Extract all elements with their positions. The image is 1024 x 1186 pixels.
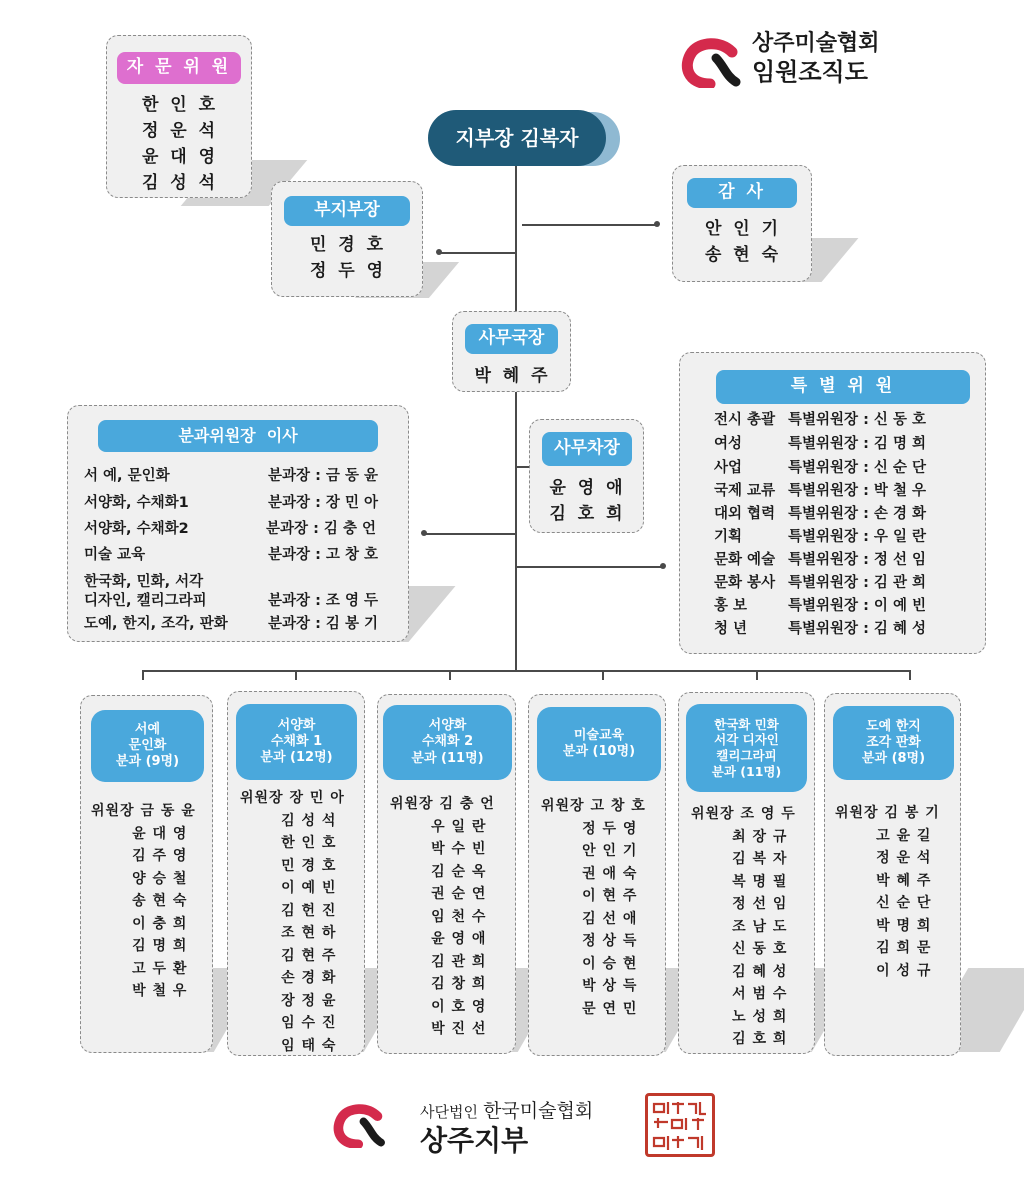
special-head: 특별위원장 : 신 동 호 xyxy=(788,412,927,428)
secretary-general-box xyxy=(452,311,571,392)
vice-heads-box xyxy=(271,181,423,297)
special-head: 특별위원장 : 김 명 희 xyxy=(788,436,927,452)
advisor-name: 정 운 석 xyxy=(141,121,219,141)
footer-assoc: 한국미술협회 xyxy=(483,1100,594,1122)
division-director-row xyxy=(84,543,396,564)
advisors-title: 자 문 위 원 xyxy=(117,52,241,84)
auditors-title: 감 사 xyxy=(687,178,797,208)
special-connector-dot xyxy=(660,563,666,569)
division-members: 위원장 김 충 언 우 일 란 박 수 빈 김 순 옥 권 순 연 임 천 수 윤 영 애 김 관 희 김 창 희 이 호 영 박 진 선 xyxy=(390,796,495,1037)
special-field: 전시 총괄 xyxy=(714,412,776,428)
division-directors-connector xyxy=(424,533,516,535)
seal-stamp xyxy=(645,1093,715,1157)
special-field: 여성 xyxy=(714,436,743,452)
special-row xyxy=(714,617,927,638)
vice-connector-dot xyxy=(436,249,442,255)
special-row xyxy=(714,432,927,453)
division-members: 위원장 고 창 호 정 두 영 안 인 기 권 애 숙 이 현 주 김 선 애 정 상 득 이 승 현 박 상 득 문 연 민 xyxy=(541,798,646,1017)
special-head: 특별위원장 : 이 예 빈 xyxy=(788,598,927,614)
deputy-secretary-name: 김 호 희 xyxy=(549,504,626,524)
secretary-general-name: 박 혜 주 xyxy=(474,366,551,386)
division-column-5 xyxy=(678,692,815,1054)
footer-line1 xyxy=(420,1096,593,1123)
division-drop-1 xyxy=(142,670,144,680)
division-directors-title: 분과위원장 이사 xyxy=(98,420,378,452)
org-title xyxy=(752,30,880,86)
org-title-line1: 상주미술협회 xyxy=(752,31,880,56)
special-head: 특별위원장 : 우 일 란 xyxy=(788,529,927,545)
special-committee-box xyxy=(679,352,986,654)
division-title: 도예 한지 조각 판화 분과 (8명) xyxy=(833,706,954,780)
special-row xyxy=(714,548,927,569)
special-row xyxy=(714,594,927,615)
special-row xyxy=(714,525,927,546)
special-field: 문화 봉사 xyxy=(714,575,776,591)
division-title: 서양화 수채화 1 분과 (12명) xyxy=(236,704,357,780)
division-director-row xyxy=(84,589,396,610)
division-drop-2 xyxy=(295,670,297,680)
auditor-name: 안 인 기 xyxy=(704,219,782,239)
audit-connector xyxy=(522,224,656,226)
special-field: 대외 협력 xyxy=(714,506,776,522)
division-director-row xyxy=(84,612,396,633)
footer-logo-icon xyxy=(332,1102,388,1148)
footer-branch: 상주지부 xyxy=(420,1124,529,1157)
division-members: 위원장 금 동 윤 윤 대 영 김 주 영 양 승 철 송 현 숙 이 충 희 김 명 희 고 두 환 박 철 우 xyxy=(91,803,196,999)
division-head: 분과장 : 조 영 두 xyxy=(268,593,379,609)
division-drop-6 xyxy=(909,670,911,680)
division-members: 위원장 김 봉 기 고 윤 길 정 운 석 박 혜 주 신 순 단 박 명 희 김 희 문 이 성 규 xyxy=(835,805,940,979)
footer-corp: 사단법인 xyxy=(420,1103,478,1121)
division-head: 분과장 : 금 동 윤 xyxy=(268,468,379,484)
deputy-secretary-names xyxy=(530,475,645,527)
division-head: 분과장 : 장 민 아 xyxy=(268,495,379,511)
division-director-row xyxy=(84,570,396,591)
special-head: 특별위원장 : 손 경 화 xyxy=(788,506,927,522)
auditor-name: 송 현 숙 xyxy=(704,245,782,265)
vice-head-name: 민 경 호 xyxy=(309,235,387,255)
vice-head-name: 정 두 영 xyxy=(309,261,387,281)
division-title: 한국화 민화 서각 디자인 캘리그라피 분과 (11명) xyxy=(686,704,807,792)
division-column-3 xyxy=(377,694,516,1054)
division-name: 디자인, 캘리그라피 xyxy=(84,593,207,609)
division-name: 서양화, 수채화1 xyxy=(84,495,189,511)
division-name: 도예, 한지, 조각, 판화 xyxy=(84,616,228,632)
special-field: 청 년 xyxy=(714,621,748,637)
org-title-line2: 임원조직도 xyxy=(752,58,868,86)
trunk-lower xyxy=(515,392,517,650)
special-committee-title: 특 별 위 원 xyxy=(716,370,970,404)
division-members: 위원장 장 민 아 김 성 석 한 인 호 민 경 호 이 예 빈 김 헌 진 조 현 하 김 현 주 손 경 화 장 정 윤 임 수 진 임 태 숙 xyxy=(240,790,345,1054)
division-name: 서양화, 수채화2 xyxy=(84,521,189,537)
division-title: 서예 문인화 분과 (9명) xyxy=(91,710,204,782)
special-row xyxy=(714,479,927,500)
division-director-row xyxy=(84,517,396,538)
deputy-secretary-title: 사무차장 xyxy=(542,432,632,466)
special-row xyxy=(714,408,927,429)
special-head: 특별위원장 : 정 선 임 xyxy=(788,552,927,568)
special-connector xyxy=(516,566,662,568)
special-row xyxy=(714,502,927,523)
advisor-name: 김 성 석 xyxy=(141,173,219,193)
division-head: 분과장 : 김 봉 기 xyxy=(268,616,379,632)
deputy-secretary-box xyxy=(529,419,644,533)
special-field: 문화 예술 xyxy=(714,552,776,568)
vice-heads-title: 부지부장 xyxy=(284,196,410,226)
special-head: 특별위원장 : 신 순 단 xyxy=(788,460,927,476)
division-title: 서양화 수채화 2 분과 (11명) xyxy=(383,705,512,780)
division-director-row xyxy=(84,464,396,485)
audit-connector-dot xyxy=(654,221,660,227)
branch-head: 지부장 김복자 xyxy=(428,110,606,166)
division-name: 한국화, 민화, 서각 xyxy=(84,574,204,590)
seal-glyphs-icon xyxy=(648,1096,712,1154)
secretary-general-title: 사무국장 xyxy=(465,324,558,354)
special-head: 특별위원장 : 김 관 희 xyxy=(788,575,927,591)
special-field: 국제 교류 xyxy=(714,483,776,499)
special-field: 사업 xyxy=(714,460,743,476)
auditors-names xyxy=(673,216,813,268)
deputy-secretary-name: 윤 영 애 xyxy=(549,478,626,498)
division-head: 분과장 : 김 충 언 xyxy=(266,521,377,537)
deputy-connector xyxy=(516,466,530,468)
division-bus xyxy=(142,670,910,672)
special-head: 특별위원장 : 박 철 우 xyxy=(788,483,927,499)
division-column-4 xyxy=(528,694,666,1056)
auditors-box xyxy=(672,165,812,282)
division-drop-4 xyxy=(602,670,604,680)
advisors-box xyxy=(106,35,252,198)
division-drop-5 xyxy=(756,670,758,680)
vice-heads-names xyxy=(272,232,424,284)
division-title: 미술교육 분과 (10명) xyxy=(537,707,661,781)
division-director-row xyxy=(84,491,396,512)
division-column-1 xyxy=(80,695,213,1053)
advisors-names xyxy=(107,92,253,196)
division-column-2 xyxy=(227,691,365,1056)
division-name: 서 예, 문인화 xyxy=(84,468,170,484)
special-head: 특별위원장 : 김 혜 성 xyxy=(788,621,927,637)
division-column-6 xyxy=(824,693,961,1056)
special-row xyxy=(714,571,927,592)
special-field: 기획 xyxy=(714,529,743,545)
special-field: 홍 보 xyxy=(714,598,748,614)
division-drop-3 xyxy=(449,670,451,680)
advisor-name: 윤 대 영 xyxy=(141,147,219,167)
division-name: 미술 교육 xyxy=(84,547,146,563)
special-row xyxy=(714,456,927,477)
advisor-name: 한 인 호 xyxy=(141,95,219,115)
main-trunk xyxy=(515,166,517,312)
division-directors-dot xyxy=(421,530,427,536)
division-directors-box xyxy=(67,405,409,642)
footer-text xyxy=(420,1096,593,1159)
logo-mark-icon xyxy=(680,36,744,88)
vice-connector xyxy=(440,252,516,254)
bus-drop xyxy=(515,650,517,670)
division-members: 위원장 조 영 두 최 장 규 김 복 자 복 명 필 정 선 임 조 남 도 신 동 호 김 혜 성 서 범 수 노 성 희 김 호 희 xyxy=(691,806,796,1047)
division-head: 분과장 : 고 창 호 xyxy=(268,547,379,563)
